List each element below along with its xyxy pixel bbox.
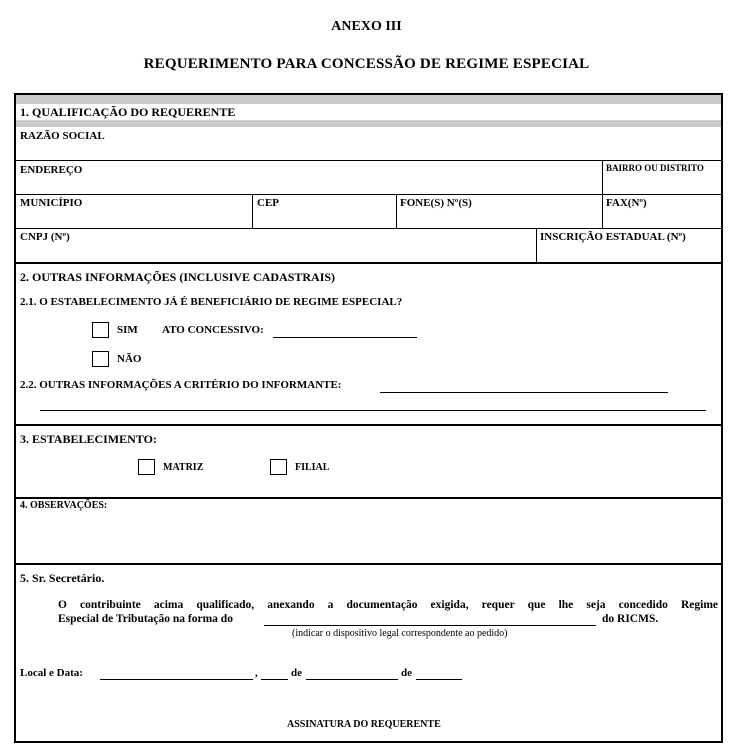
- sim-label: SIM: [117, 324, 138, 336]
- month-field[interactable]: [306, 679, 398, 680]
- section-divider: [16, 497, 721, 499]
- nao-label: NÃO: [117, 353, 142, 365]
- column-divider: [602, 194, 603, 228]
- filial-label: FILIAL: [295, 462, 330, 473]
- sim-checkbox[interactable]: [92, 322, 109, 338]
- fone-label: FONE(S) Nº(S): [400, 197, 472, 209]
- question-2-2: 2.2. OUTRAS INFORMAÇÕES A CRITÉRIO DO INFORMANTE:: [20, 379, 342, 391]
- inscricao-estadual-label: INSCRIÇÃO ESTADUAL (Nº): [540, 231, 686, 243]
- section5-heading: 5. Sr. Secretário.: [20, 571, 105, 585]
- razao-social-label: RAZÃO SOCIAL: [20, 130, 105, 142]
- local-data-label: Local e Data:: [20, 667, 83, 679]
- section-divider: [16, 262, 721, 264]
- column-divider: [602, 160, 603, 194]
- dispositivo-hint: (indicar o dispositivo legal correspondente ao pedido): [292, 628, 508, 639]
- row-divider: [16, 194, 721, 195]
- endereco-label: ENDEREÇO: [20, 164, 83, 176]
- section1-top-band: [16, 95, 721, 104]
- row-divider: [16, 228, 721, 229]
- ato-concessivo-field[interactable]: [273, 337, 417, 338]
- section1-bottom-band: [16, 120, 721, 127]
- de-label-2: de: [401, 667, 412, 679]
- document-title: REQUERIMENTO PARA CONCESSÃO DE REGIME ESPECIAL: [143, 56, 590, 72]
- comma-label: ,: [255, 667, 258, 679]
- section3-heading: 3. ESTABELECIMENTO:: [20, 432, 157, 446]
- section-divider: [16, 563, 721, 565]
- column-divider: [396, 194, 397, 228]
- outras-informacoes-field[interactable]: [380, 392, 668, 393]
- matriz-label: MATRIZ: [163, 462, 204, 473]
- signature-label: ASSINATURA DO REQUERENTE: [287, 719, 441, 730]
- annex-title: ANEXO III: [331, 19, 402, 34]
- ato-concessivo-label: ATO CONCESSIVO:: [162, 324, 264, 336]
- section1-heading: 1. QUALIFICAÇÃO DO REQUERENTE: [20, 105, 236, 119]
- dispositivo-legal-field[interactable]: [264, 625, 596, 626]
- request-paragraph-line1: O contribuinte acima qualificado, anexando a documentação exigida, requer que lhe seja concedido Regime: [58, 599, 718, 611]
- cnpj-label: CNPJ (Nº): [20, 231, 70, 243]
- de-label-1: de: [291, 667, 302, 679]
- request-form: [14, 93, 723, 743]
- section-divider: [16, 424, 721, 426]
- bairro-label: BAIRRO OU DISTRITO: [606, 163, 704, 173]
- municipio-label: MUNICÍPIO: [20, 197, 83, 209]
- fax-label: FAX(Nº): [606, 197, 647, 209]
- matriz-checkbox[interactable]: [138, 459, 155, 475]
- row-divider: [16, 160, 721, 161]
- column-divider: [536, 228, 537, 262]
- request-paragraph-line2: Especial de Tributação na forma do: [58, 613, 233, 625]
- year-field[interactable]: [416, 679, 462, 680]
- ricms-label: do RICMS.: [602, 613, 659, 625]
- cep-label: CEP: [257, 197, 279, 209]
- section2-heading: 2. OUTRAS INFORMAÇÕES (INCLUSIVE CADASTRAIS): [20, 270, 336, 284]
- section4-heading: 4. OBSERVAÇÕES:: [20, 500, 108, 511]
- column-divider: [252, 194, 253, 228]
- nao-checkbox[interactable]: [92, 351, 109, 367]
- filial-checkbox[interactable]: [270, 459, 287, 475]
- question-2-1: 2.1. O ESTABELECIMENTO JÁ É BENEFICIÁRIO DE REGIME ESPECIAL?: [20, 296, 403, 308]
- day-field[interactable]: [261, 679, 288, 680]
- local-field[interactable]: [100, 679, 253, 680]
- outras-informacoes-field-line2[interactable]: [40, 410, 706, 411]
